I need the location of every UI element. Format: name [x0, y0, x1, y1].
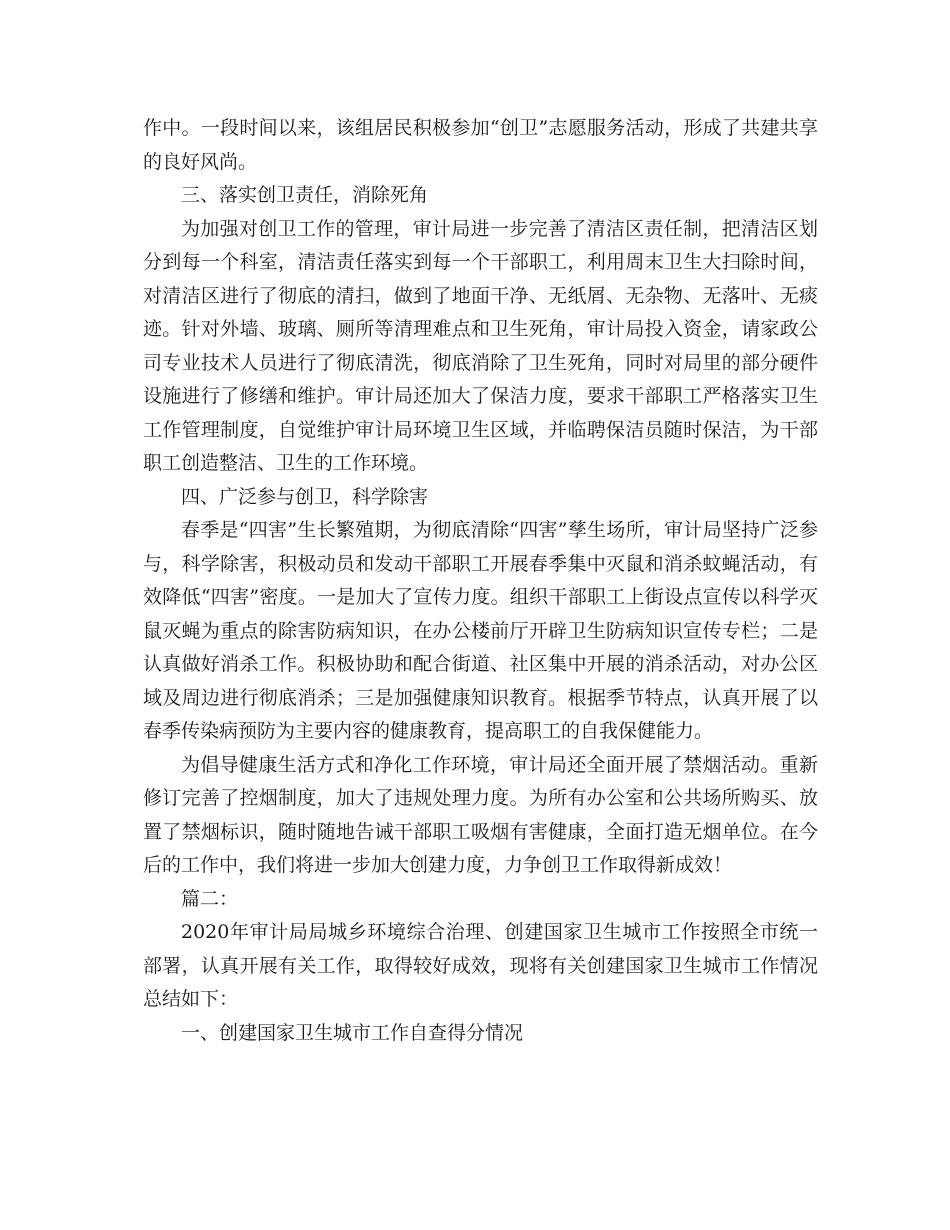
document-body	[143, 112, 818, 1050]
part-two-heading: 篇二：	[181, 887, 239, 910]
section-heading-4: 四、广泛参与创卫，科学除害	[181, 485, 429, 508]
section-heading-1: 一、创建国家卫生城市工作自查得分情况	[181, 1021, 524, 1044]
paragraph-continuation: 作中。一段时间以来，该组居民积极参加“创卫”志愿服务活动，形成了共建共享的良好风尚。	[143, 117, 818, 173]
paragraph-smoking-ban: 为倡导健康生活方式和净化工作环境，审计局还全面开展了禁烟活动。重新修订完善了控烟制度，加大了违规处理力度。为所有办公室和公共场所购买、放置了禁烟标识，随时随地告诫干部职工吸烟有害健康，全面打造无烟单位。在今后的工作中，我们将进一步加大创建力度，力争创卫工作取得新成效！	[143, 753, 818, 876]
paragraph-cleaning-responsibility: 为加强对创卫工作的管理，审计局进一步完善了清洁区责任制，把清洁区划分到每一个科室，清洁责任落实到每一个干部职工，利用周末卫生大扫除时间，对清洁区进行了彻底的清扫，做到了地面干净、无纸屑、无杂物、无落叶、无痰迹。针对外墙、玻璃、厕所等清理难点和卫生死角，审计局投入资金，请家政公司专业技术人员进行了彻底清洗，彻底消除了卫生死角，同时对局里的部分硬件设施进行了修缮和维护。审计局还加大了保洁力度，要求干部职工严格落实卫生工作管理制度，自觉维护审计局环境卫生区域，并临聘保洁员随时保洁，为干部职工创造整洁、卫生的工作环境。	[143, 217, 818, 474]
paragraph-2020-summary: 2020年审计局局城乡环境综合治理、创建国家卫生城市工作按照全市统一部署，认真开展有关工作，取得较好成效，现将有关创建国家卫生城市工作情况总结如下：	[143, 921, 818, 1010]
section-heading-3: 三、落实创卫责任，消除死角	[181, 184, 429, 206]
paragraph-pest-control: 春季是“四害”生长繁殖期，为彻底清除“四害”孳生场所，审计局坚持广泛参与，科学除害，积极动员和发动干部职工开展春季集中灭鼠和消杀蚊蝇活动，有效降低“四害”密度。一是加大了宣传力度。组织干部职工上街设点宣传以科学灭鼠灭蝇为重点的除害防病知识，在办公楼前厅开辟卫生防病知识宣传专栏；二是认真做好消杀工作。积极协助和配合街道、社区集中开展的消杀活动，对办公区域及周边进行彻底消杀；三是加强健康知识教育。根据季节特点，认真开展了以春季传染病预防为主要内容的健康教育，提高职工的自我保健能力。	[143, 519, 818, 742]
